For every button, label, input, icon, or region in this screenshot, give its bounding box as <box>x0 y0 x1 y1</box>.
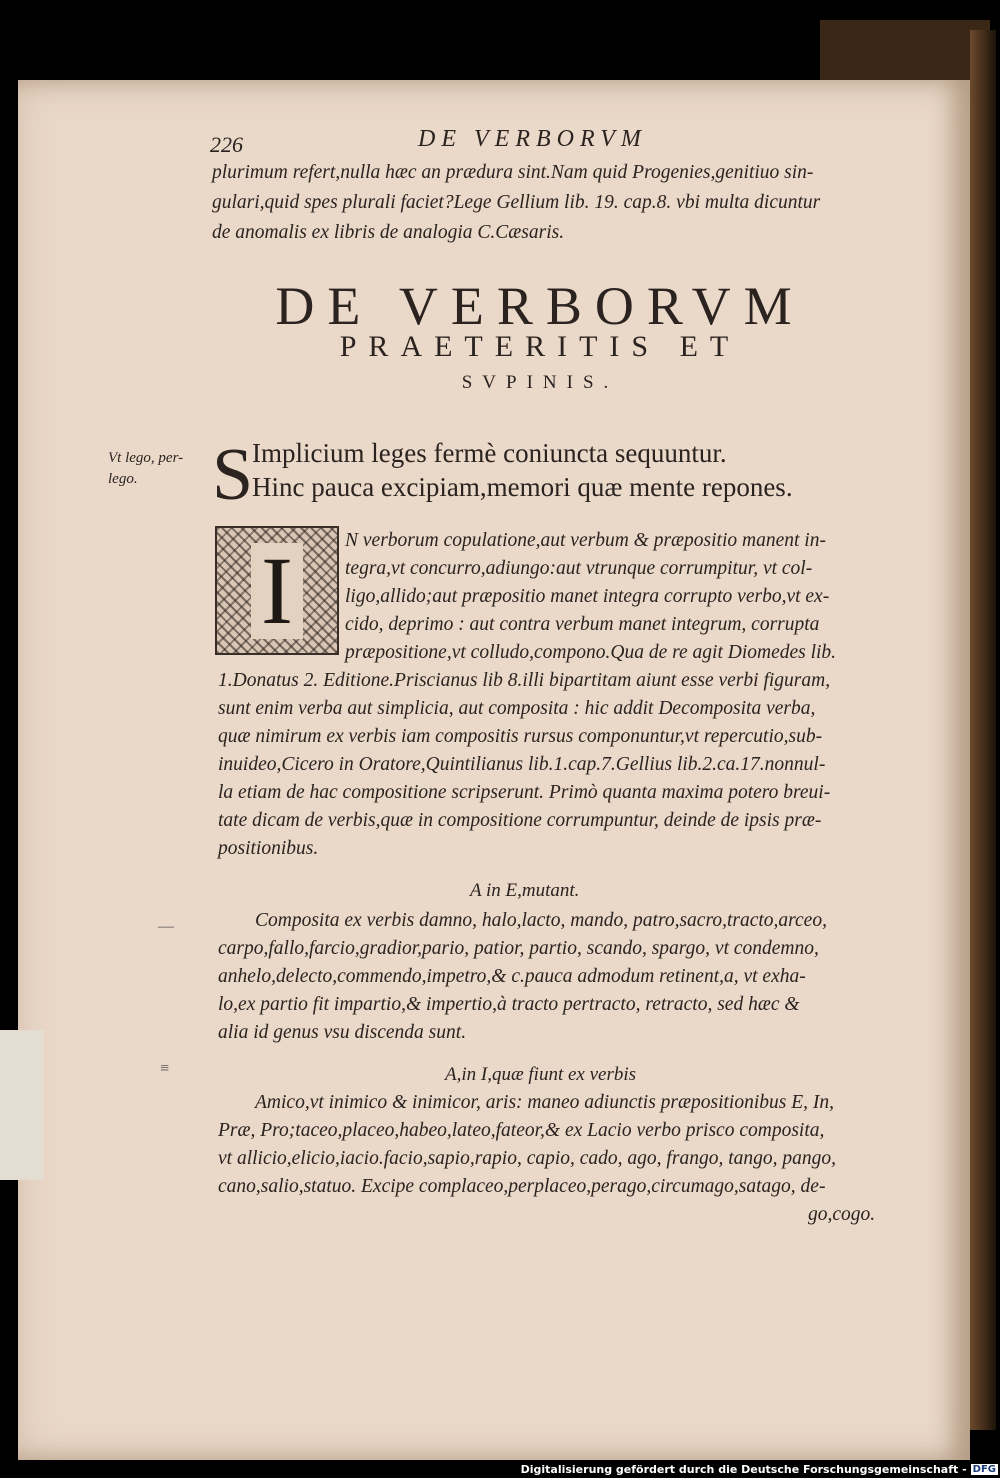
section-subtitle: PRAETERITIS ET <box>339 330 741 363</box>
running-title: DE VERBORVM <box>418 126 647 152</box>
footer-text: Digitalisierung gefördert durch die Deutsche Forschungsgemeinschaft - <box>520 1462 967 1476</box>
verse-initial: S <box>212 434 254 516</box>
margin-note: Vt lego, per- lego. <box>108 450 184 487</box>
paragraph-line: tegra,vt concurro,adiungo:aut vtrunque corrumpitur, vt col- <box>345 558 813 579</box>
paragraph-line: Præ, Pro;taceo,placeo,habeo,lateo,fateor,& ex Lacio verbo prisco composita, <box>218 1120 825 1141</box>
paragraph-line: cido, deprimo : aut contra verbum manet integrum, corrupta <box>345 614 820 635</box>
decorated-initial-letter: I <box>251 543 303 639</box>
paragraph-line: positionibus. <box>218 838 319 859</box>
book-spine <box>970 30 996 1430</box>
paragraph-line: præpositione,vt colludo,compono.Qua de re agit Diomedes lib. <box>345 642 837 663</box>
section-heading: A in E,mutant. <box>470 880 580 901</box>
paragraph-line: 1.Donatus 2. Editione.Priscianus lib 8.illi bipartitam aiunt esse verbi figuram, <box>218 670 831 691</box>
paragraph-line: la etiam de hac compositione scripserunt. Primò quanta maxima potero breui- <box>218 782 831 803</box>
paragraph-line: sunt enim verba aut simplicia, aut composita : hic addit Decomposita verba, <box>218 698 816 719</box>
facing-page-fragment <box>0 1030 44 1180</box>
digitization-footer <box>0 1460 1000 1478</box>
intro-line: plurimum refert,nulla hæc an prædura sint.Nam quid Progenies,genitiuo sin- <box>212 162 814 183</box>
verse-line: Implicium leges fermè coniuncta sequuntur. <box>252 438 727 468</box>
margin-mark: ≡ <box>160 1060 170 1077</box>
paragraph-line: vt allicio,elicio,iacio.facio,sapio,rapio, capio, cado, ago, frango, tango, pango, <box>218 1148 836 1169</box>
section-subtitle-2: SVPINIS. <box>461 372 619 393</box>
margin-mark: — <box>158 918 174 935</box>
paragraph-line: anhelo,delecto,commendo,impetro,& c.pauca admodum retinent,a, vt exha- <box>218 966 806 987</box>
page-number: 226 <box>210 132 243 157</box>
intro-line: de anomalis ex libris de analogia C.Cæsaris. <box>212 222 565 243</box>
paragraph-line: quæ nimirum ex verbis iam compositis rursus componuntur,vt repercutio,sub- <box>218 726 823 747</box>
paragraph-line: go,cogo. <box>808 1204 876 1225</box>
paragraph-line: Composita ex verbis damno, halo,lacto, mando, patro,sacro,tracto,arceo, <box>255 910 827 931</box>
paragraph-line: cano,salio,statuo. Excipe complaceo,perplaceo,perago,circumago,satago, de- <box>218 1176 826 1197</box>
section-title: DE VERBORVM <box>275 276 805 336</box>
dfg-logo: DFG <box>972 1463 996 1475</box>
paragraph-line: tate dicam de verbis,quæ in compositione corrumpuntur, deinde de ipsis præ- <box>218 810 822 831</box>
intro-line: gulari,quid spes plurali faciet?Lege Gellium lib. 19. cap.8. vbi multa dicuntur <box>212 192 821 213</box>
paragraph-line: ligo,allido;aut præpositio manet integra corrupto verbo,vt ex- <box>345 586 830 607</box>
decorated-initial <box>215 526 339 655</box>
paragraph-line: lo,ex partio fit impartio,& impertio,à tracto pertracto, retracto, sed hæc & <box>218 994 800 1015</box>
paragraph-line: N verborum copulatione,aut verbum & præpositio manent in- <box>345 530 826 551</box>
paragraph-line: alia id genus vsu discenda sunt. <box>218 1022 467 1043</box>
paragraph-line: inuideo,Cicero in Oratore,Quintilianus lib.1.cap.7.Gellius lib.2.ca.17.nonnul- <box>218 754 826 775</box>
section-heading: A,in I,quæ fiunt ex verbis <box>445 1064 637 1085</box>
paragraph-line: carpo,fallo,farcio,gradior,pario, patior, partio, scando, spargo, vt condemno, <box>218 938 819 959</box>
verse-line: Hinc pauca excipiam,memori quæ mente repones. <box>252 472 793 502</box>
paragraph-line: Amico,vt inimico & inimicor, aris: maneo adiunctis præpositionibus E, In, <box>255 1092 835 1113</box>
